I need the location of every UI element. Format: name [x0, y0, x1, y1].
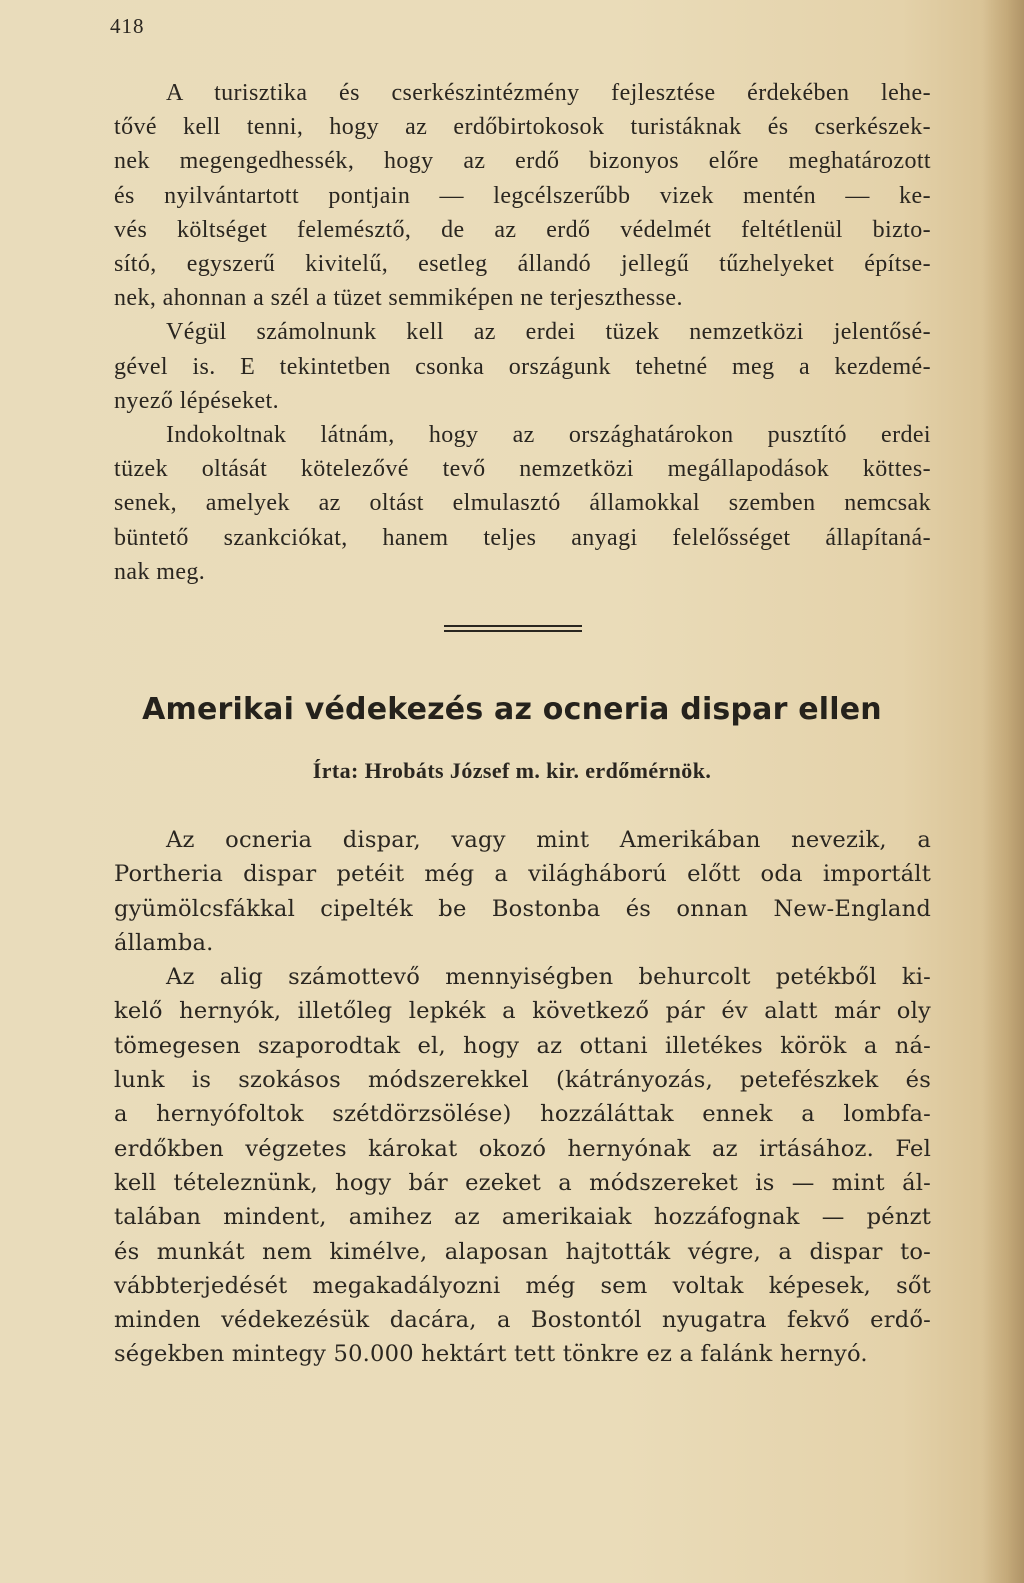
text-line: Indokoltnak látnám, hogy az országhatárokon pusztító erdei: [166, 422, 931, 449]
text-line: ségekben mintegy 50.000 hektárt tett tönkre ez a falánk hernyó.: [114, 1341, 868, 1368]
paragraph: [114, 823, 931, 960]
paragraph: [114, 76, 931, 315]
text-line: minden védekezésük dacára, a Bostontól nyugatra fekvő erdő-: [114, 1307, 931, 1334]
text-line: A turisztika és cserkészintézmény fejlesztése érdekében lehe-: [166, 80, 931, 106]
text-line: erdőkben végzetes károkat okozó hernyónak az irtásához. Fel: [114, 1135, 931, 1162]
text-line: sító, egyszerű kivitelű, esetleg állandó jellegű tűzhelyeket építse-: [114, 251, 931, 278]
text-line: a hernyófoltok szétdörzsölése) hozzáláttak ennek a lombfa-: [114, 1101, 931, 1128]
text-line: tővé kell tenni, hogy az erdőbirtokosok turistáknak és cserkészek-: [114, 114, 931, 141]
text-line: gével is. E tekintetben csonka országunk tehetné meg a kezdemé-: [114, 353, 931, 380]
page-number: 418: [110, 14, 145, 38]
text-line: és nyilvántartott pontjain — legcélszerűbb vizek mentén — ke-: [114, 182, 931, 209]
text-line: kelő hernyók, illetőleg lepkék a következő pár év alatt már oly: [114, 998, 931, 1025]
text-line: kell tételeznünk, hogy bár ezeket a módszereket is — mint ál-: [114, 1169, 931, 1196]
paragraph: [114, 418, 931, 589]
text-line: tömegesen szaporodtak el, hogy az ottani illetékes körök a ná-: [114, 1032, 931, 1059]
text-line: és munkát nem kimélve, alaposan hajtották végre, a dispar to-: [114, 1238, 931, 1265]
text-line: Az alig számottevő mennyiségben behurcolt petékből ki-: [166, 964, 931, 991]
paragraph: [114, 960, 931, 1372]
intro-text-block: [114, 76, 931, 589]
text-line: lunk is szokásos módszerekkel (kátrányozás, petefészkek és: [114, 1067, 931, 1094]
section-divider: [444, 625, 582, 635]
divider-rule: [444, 630, 582, 632]
article-title: Amerikai védekezés az ocneria dispar ellen: [142, 692, 882, 727]
page-edge-shadow: [982, 0, 1024, 1583]
article-text-block: [114, 823, 931, 1372]
text-line: tüzek oltását kötelezővé tevő nemzetközi megállapodások köttes-: [114, 456, 931, 483]
text-line: nek, ahonnan a szél a tüzet semmiképen ne terjeszthesse.: [114, 285, 683, 312]
text-line: nek megengedhessék, hogy az erdő bizonyos előre meghatározott: [114, 148, 931, 175]
divider-rule: [444, 625, 582, 627]
article-byline: Írta: Hrobáts József m. kir. erdőmérnök.: [312, 758, 712, 783]
text-line: vábbterjedését megakadályozni még sem voltak képesek, sőt: [114, 1272, 931, 1299]
text-line: gyümölcsfákkal cipelték be Bostonba és onnan New-England: [114, 895, 931, 922]
paragraph: [114, 315, 931, 418]
text-line: büntető szankciókat, hanem teljes anyagi felelősséget állapítaná-: [114, 524, 931, 551]
text-line: nak meg.: [114, 558, 206, 585]
text-line: Portheria dispar petéit még a világháború előtt oda importált: [114, 861, 931, 888]
text-line: talában mindent, amihez az amerikaiak hozzáfognak — pénzt: [114, 1204, 931, 1231]
text-line: nyező lépéseket.: [114, 387, 279, 414]
text-line: senek, amelyek az oltást elmulasztó államokkal szemben nemcsak: [114, 490, 931, 517]
text-line: Végül számolnunk kell az erdei tüzek nemzetközi jelentősé-: [166, 319, 931, 346]
text-line: Az ocneria dispar, vagy mint Amerikában nevezik, a: [166, 827, 931, 853]
text-line: vés költséget felemésztő, de az erdő védelmét feltétlenül bizto-: [114, 216, 931, 243]
text-line: államba.: [114, 929, 214, 956]
